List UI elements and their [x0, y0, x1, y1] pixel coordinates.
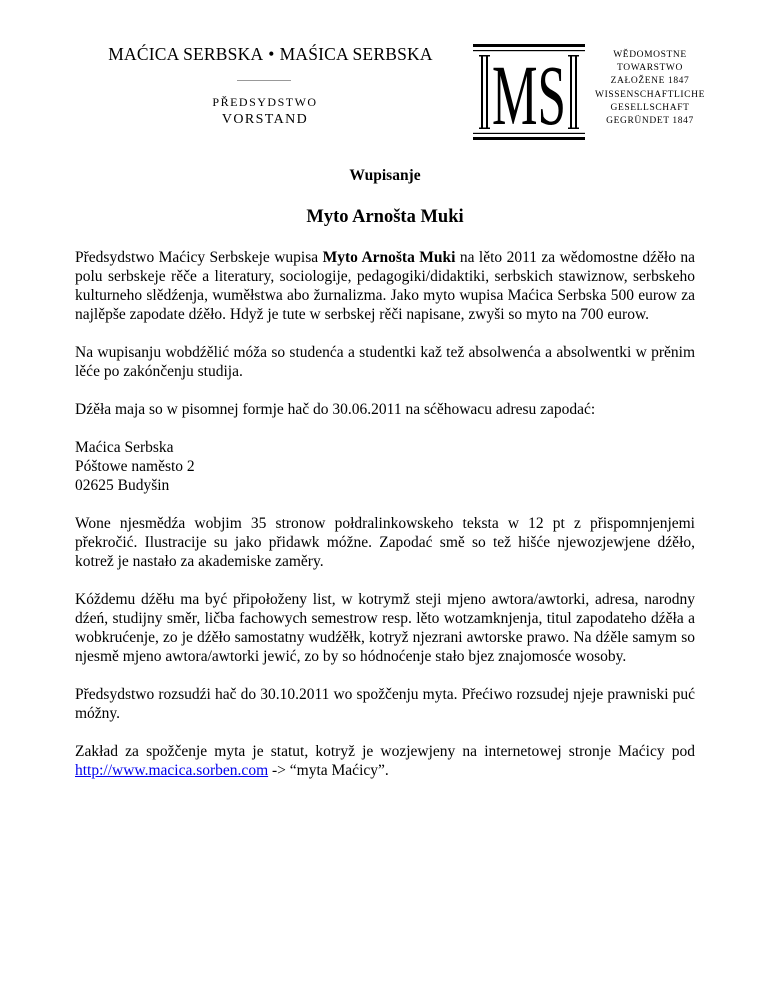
- logo-text: MS: [492, 47, 566, 143]
- paragraph-statute: [75, 742, 695, 780]
- statute-text-cont: -> “myta Maćicy”.: [268, 762, 389, 779]
- society-line: WĚDOMOSTNE: [613, 50, 687, 60]
- paragraph-attachment: Kóždemu dźěłu ma być připołoženy list, w kotrymž steji mjeno awtora/awtorki, adresa, narodny dźeń, studijny směr, ličba fachowych semestrow resp. lěto wotzamknjenja, titul zapodateho dźěła a wobkrućenje, zo je dźěło samostatny wudźěłk, kotryž njezrani awtorske prawo. Na dźěle samym so njesmě mjeno awtora/awtorki jewić, zo by so hódnoćenje stało bjez znajomosće wosoby.: [75, 591, 695, 665]
- organization-names: [78, 44, 463, 65]
- presidium-block: [177, 94, 353, 128]
- org-name-upper-sorbian: MAĆICA SERBSKA: [108, 44, 264, 64]
- paragraph-eligibility: Na wupisanju wobdźělić móža so studenća a studentki kaž tež absolwenća a absolwentki w prěnim lěće po zakónčenju studija.: [75, 344, 695, 380]
- society-line: TOWARSTWO: [617, 63, 683, 73]
- society-line: GESELLSCHAFT: [610, 103, 690, 113]
- paragraph-deadline: Dźěła maja so w pisomnej formje hač do 30.06.2011 na sćěhowacu adresu zapodać:: [75, 401, 596, 418]
- society-line: GEGRÜNDET 1847: [606, 116, 694, 126]
- announcement-text: Předsydstwo Maćicy Serbskeje wupisa: [75, 249, 323, 266]
- address-line: Póštowe naměsto 2: [75, 458, 195, 475]
- letterhead: [0, 0, 768, 150]
- prize-name: Myto Arnošta Muki: [322, 249, 456, 266]
- website-link[interactable]: http://www.macica.sorben.com: [75, 762, 269, 779]
- society-founding-german: [590, 89, 710, 128]
- announcement-text-cont: na lěto 2011 za wědomostne dźěło na polu serbskeje rěče a literatury, sociologije, pedagogiki/didaktiki, serbskich stawiznow, serbskeho kulturneho slědźenja, wuměłstwa abo žurnalizma. Jako myto wupisa Maćica Serbska 500 eurow za najlěpše zapodate dźěło. Hdyž je tute w serbskej rěči napisane, zwyši so myto na 700 eurow.: [75, 249, 696, 323]
- society-line: WISSENSCHAFTLICHE: [595, 90, 705, 100]
- document-heading: Wupisanje: [349, 167, 421, 184]
- paragraph-announcement: [75, 248, 695, 324]
- paragraph-length-rules: Wone njesmědźa wobjim 35 stronow połdralinkowskeho teksta w 12 pt z přispomnjenjemi překročić. Ilustracije su jako přidawk móžne. Zapodać smě so tež hišće njewozjewjene dźěło, kotrež je nastało za akademiske zaměry.: [75, 515, 695, 570]
- document-title: Myto Arnošta Muki: [306, 207, 464, 227]
- divider-line: [237, 80, 291, 81]
- presidium-sorbian: PŘEDSYDSTWO: [212, 95, 318, 109]
- address-line: 02625 Budyšin: [75, 477, 170, 494]
- ms-logo-icon: [473, 44, 585, 143]
- society-line: ZAŁOŽENE 1847: [610, 76, 690, 86]
- address-line: Maćica Serbska: [75, 439, 174, 456]
- postal-address: [75, 438, 695, 495]
- presidium-german: VORSTAND: [221, 112, 309, 127]
- separator-dot: •: [268, 44, 275, 64]
- society-founding-sorbian: [590, 49, 710, 88]
- document-body: [75, 166, 695, 780]
- org-name-lower-sorbian: MAŚICA SERBSKA: [279, 44, 433, 64]
- paragraph-decision: Předsydstwo rozsudźi hač do 30.10.2011 wo spožčenju myta. Přećiwo rozsudej njeje prawniski puć móžny.: [75, 686, 695, 722]
- statute-text: Zakład za spožčenje myta je statut, kotryž je wozjewjeny na internetowej stronje Maćicy pod: [75, 743, 695, 760]
